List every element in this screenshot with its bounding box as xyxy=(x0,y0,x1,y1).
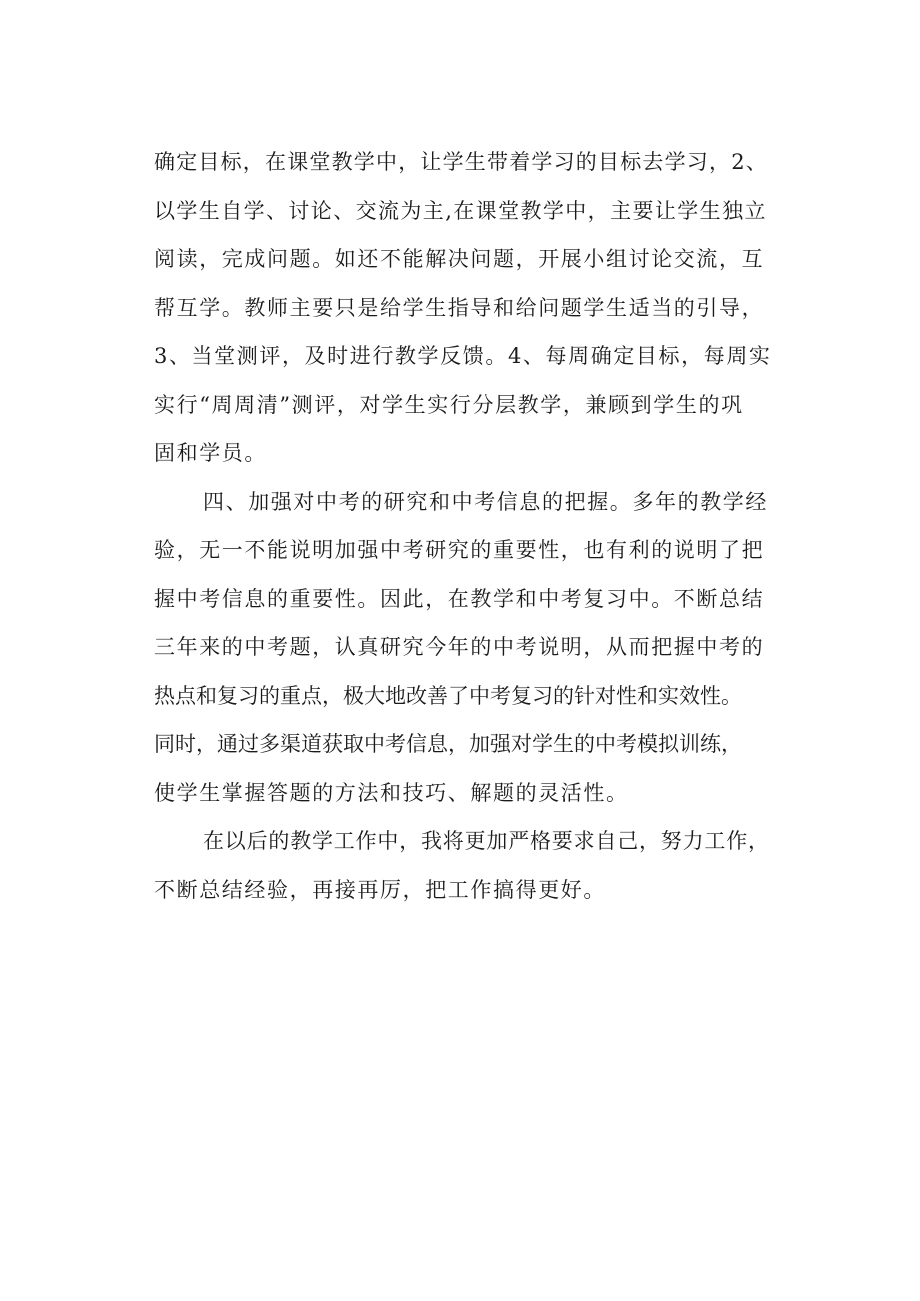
paragraph-line: 热点和复习的重点，极大地改善了中考复习的针对性和实效性。 xyxy=(154,684,742,708)
paragraph-line: 握中考信息的重要性。因此，在教学和中考复习中。不断总结 xyxy=(154,587,765,611)
paragraph-line: 以学生自学、讨论、交流为主,在课堂教学中，主要让学生独立 xyxy=(154,199,767,223)
paragraph-line: 实行“周周清”测评，对学生实行分层教学，兼顾到学生的巩 xyxy=(154,393,744,417)
paragraph-line: 固和学员。 xyxy=(154,441,267,465)
paragraph-line: 四、加强对中考的研究和中考信息的把握。多年的教学经 xyxy=(203,490,768,514)
paragraph-line: 3、当堂测评，及时进行教学反馈。4、每周确定目标，每周实 xyxy=(154,344,772,368)
paragraph-line: 阅读，完成问题。如还不能解决问题，开展小组讨论交流，互 xyxy=(154,247,765,271)
paragraph-line: 使学生掌握答题的方法和技巧、解题的灵活性。 xyxy=(154,781,629,805)
paragraph-line: 在以后的教学工作中，我将更加严格要求自己，努力工作， xyxy=(203,829,770,853)
paragraph-line: 确定目标，在课堂教学中，让学生带着学习的目标去学习，2、 xyxy=(154,150,768,174)
paragraph-line: 同时，通过多渠道获取中考信息，加强对学生的中考模拟训练， xyxy=(154,732,742,756)
paragraph-line: 验，无一不能说明加强中考研究的重要性，也有利的说明了把 xyxy=(154,538,765,562)
paragraph-line: 三年来的中考题，认真研究今年的中考说明，从而把握中考的 xyxy=(154,635,765,659)
paragraph-line: 不断总结经验，再接再厉，把工作搞得更好。 xyxy=(154,878,606,902)
paragraph-line: 帮互学。教师主要只是给学生指导和给问题学生适当的引导， xyxy=(154,296,765,320)
